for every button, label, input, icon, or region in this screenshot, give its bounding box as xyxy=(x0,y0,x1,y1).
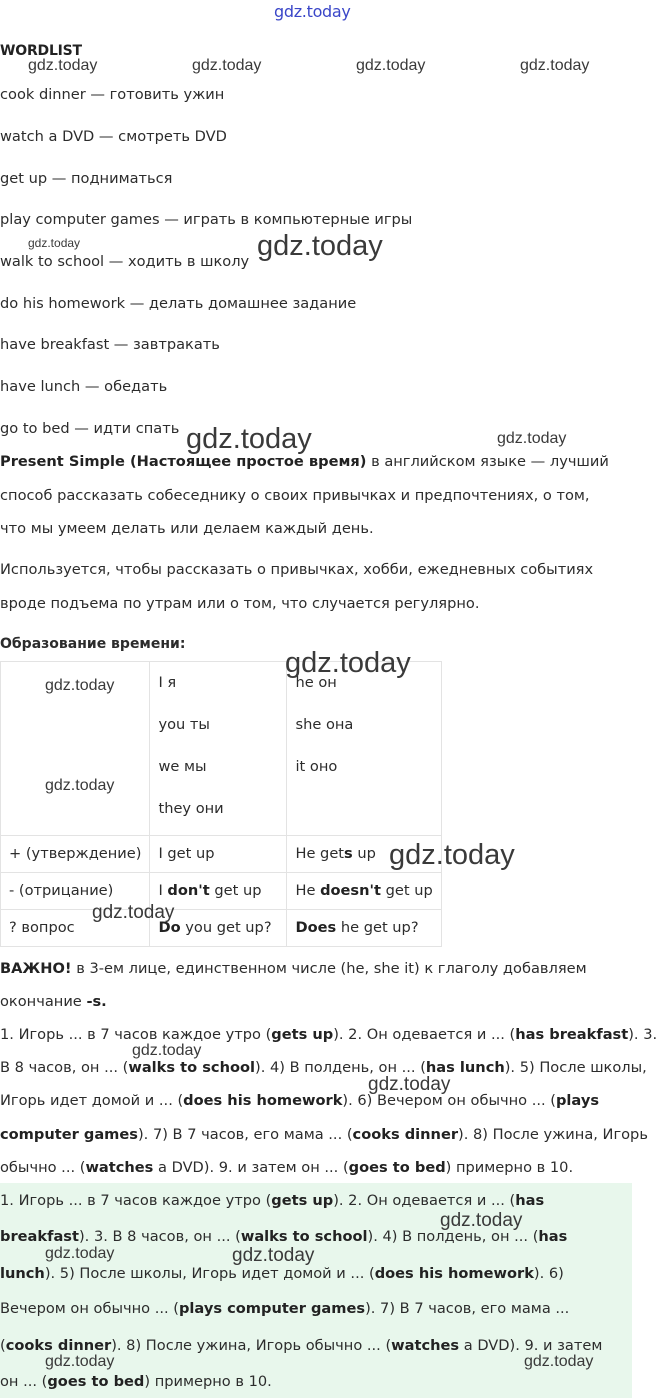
wordlist-item: have lunch — обедать xyxy=(0,378,168,395)
row-label: + (утверждение) xyxy=(1,836,150,873)
table-cell-pronouns xyxy=(150,662,287,836)
table-cell: Do you get up? xyxy=(150,910,287,947)
important-label: ВАЖНО! xyxy=(0,960,72,977)
watermark: gdz.today xyxy=(45,1245,115,1262)
watermark: gdz.today xyxy=(389,839,515,871)
watermark: gdz.today xyxy=(132,1042,202,1059)
table-row xyxy=(1,910,442,947)
table-cell: He doesn't get up xyxy=(287,873,441,910)
wordlist-item: watch a DVD — смотреть DVD xyxy=(0,128,227,145)
watermark: gdz.today xyxy=(356,57,426,74)
wordlist-item: do his homework — делать домашнее задание xyxy=(0,295,357,312)
watermark: gdz.today xyxy=(257,230,383,262)
answer-line: 1. Игорь ... в 7 часов каждое утро (gets up). 2. Он одевается и ... (has xyxy=(0,1192,545,1209)
pronoun: they они xyxy=(158,800,224,817)
watermark: gdz.today xyxy=(440,1210,523,1231)
theory-paragraph-line: вроде подъема по утрам или о том, что случается регулярно. xyxy=(0,595,480,612)
pronoun: you ты xyxy=(158,716,210,733)
exercise-line: 1. Игорь ... в 7 часов каждое утро (gets up). 2. Он одевается и ... (has breakfast). 3. xyxy=(0,1026,657,1043)
watermark: gdz.today xyxy=(45,777,115,794)
wordlist-title: WORDLIST xyxy=(0,43,82,59)
row-label: ? вопрос xyxy=(1,910,150,947)
exercise-line: В 8 часов, он ... (walks to school). 4) В полдень, он ... (has lunch). 5) После школы, xyxy=(0,1059,647,1076)
watermark: gdz.today xyxy=(28,236,81,250)
wordlist-item: have breakfast — завтракать xyxy=(0,336,220,353)
exercise-line: обычно ... (watches a DVD). 9. и затем он ... (goes to bed) примерно в 10. xyxy=(0,1159,574,1176)
answer-line: breakfast). 3. В 8 часов, он ... (walks to school). 4) В полдень, он ... (has xyxy=(0,1228,568,1245)
watermark: gdz.today xyxy=(92,902,175,923)
conjugation-table xyxy=(0,661,442,947)
important-note-line: ВАЖНО! в 3-ем лице, единственном числе (he, she it) к глаголу добавляем xyxy=(0,960,587,977)
row-label: - (отрицание) xyxy=(1,873,150,910)
wordlist-item: get up — подниматься xyxy=(0,170,173,187)
present-simple-term: Present Simple (Настоящее простое время) xyxy=(0,453,367,470)
table-cell: I get up xyxy=(150,836,287,873)
watermark: gdz.today xyxy=(368,1074,451,1095)
watermark: gdz.today xyxy=(285,647,411,679)
watermark: gdz.today xyxy=(45,677,115,694)
table-cell-pronouns xyxy=(287,662,441,836)
answer-line: (cooks dinner). 8) После ужина, Игорь обычно ... (watches a DVD). 9. и затем xyxy=(0,1337,603,1354)
formation-title: Образование времени: xyxy=(0,636,186,652)
wordlist-item: go to bed — идти спать xyxy=(0,420,180,437)
answer-line: lunch). 5) После школы, Игорь идет домой и ... (does his homework). 6) xyxy=(0,1265,564,1282)
wordlist-item: play computer games — играть в компьютерные игры xyxy=(0,211,413,228)
exercise-line: Игорь идет домой и ... (does his homework). 6) Вечером он обычно ... (plays xyxy=(0,1092,600,1109)
watermark: gdz.today xyxy=(186,423,312,455)
answer-line: Вечером он обычно ... (plays computer games). 7) В 7 часов, его мама ... xyxy=(0,1300,570,1317)
watermark: gdz.today xyxy=(520,57,590,74)
table-cell: Does he get up? xyxy=(287,910,441,947)
wordlist-item: cook dinner — готовить ужин xyxy=(0,86,225,103)
important-note-line: окончание -s. xyxy=(0,993,107,1010)
watermark: gdz.today xyxy=(45,1353,115,1370)
theory-paragraph-line: Present Simple (Настоящее простое время) в английском языке — лучший xyxy=(0,453,609,470)
pronoun: I я xyxy=(158,674,177,691)
exercise-line: computer games). 7) В 7 часов, его мама ... (cooks dinner). 8) После ужина, Игорь xyxy=(0,1126,648,1143)
pronoun: we мы xyxy=(158,758,207,775)
pronoun: she она xyxy=(295,716,354,733)
watermark: gdz.today xyxy=(524,1353,594,1370)
answer-line: он ... (goes to bed) примерно в 10. xyxy=(0,1373,272,1390)
watermark: gdz.today xyxy=(497,430,567,447)
theory-paragraph-line: Используется, чтобы рассказать о привычках, хобби, ежедневных событиях xyxy=(0,561,594,578)
watermark-top: gdz.today xyxy=(274,2,351,21)
watermark: gdz.today xyxy=(192,57,262,74)
table-cell: I don't get up xyxy=(150,873,287,910)
table-row xyxy=(1,836,442,873)
table-row xyxy=(1,873,442,910)
wordlist-item: walk to school — ходить в школу xyxy=(0,253,250,270)
watermark: gdz.today xyxy=(232,1245,315,1266)
table-cell: He gets up xyxy=(287,836,441,873)
watermark: gdz.today xyxy=(28,57,98,74)
theory-paragraph-line: что мы умеем делать или делаем каждый день. xyxy=(0,520,374,537)
pronoun: he он xyxy=(295,674,337,691)
pronoun: it оно xyxy=(295,758,338,775)
theory-paragraph-line: способ рассказать собеседнику о своих привычках и предпочтениях, о том, xyxy=(0,487,590,504)
